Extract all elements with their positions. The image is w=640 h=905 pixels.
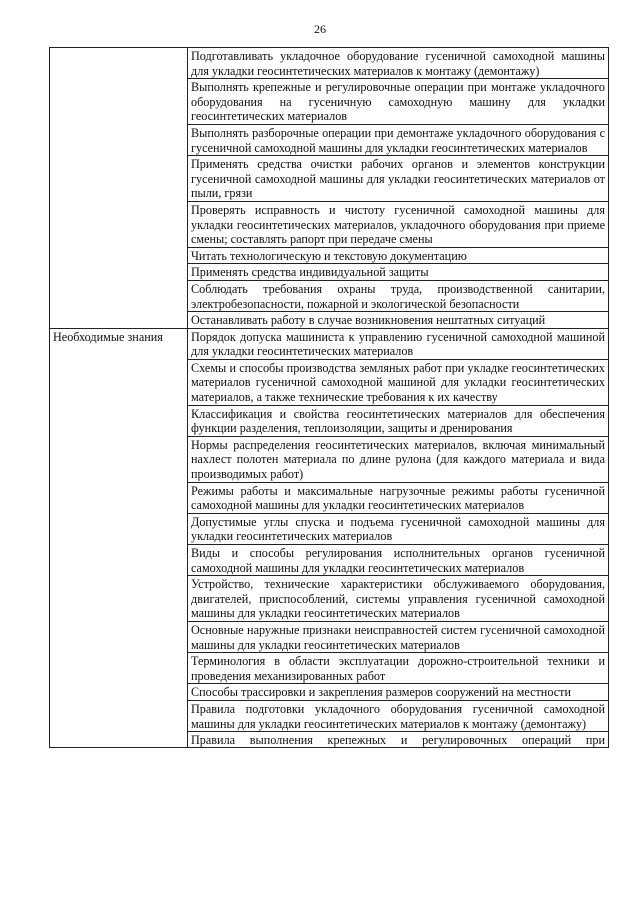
- table-cell-skill: Применять средства индивидуальной защиты: [188, 264, 609, 281]
- skills-label-cell: [50, 48, 188, 329]
- table-cell-knowledge: Правила подготовки укладочного оборудования гусеничной самоходной машины для укладки геосинтетических материалов к монтажу (демонтажу): [188, 700, 609, 731]
- table-cell-knowledge: Классификация и свойства геосинтетических материалов для обеспечения функции разделения, теплоизоляции, защиты и дренирования: [188, 405, 609, 436]
- table-cell-knowledge: Порядок допуска машиниста к управлению гусеничной самоходной машиной для укладки геосинтетических материалов: [188, 328, 609, 359]
- table-cell-skill: Подготавливать укладочное оборудование гусеничной самоходной машины для укладки геосинтетических материалов к монтажу (демонтажу): [188, 48, 609, 79]
- requirements-table: [49, 47, 609, 748]
- table-cell-knowledge: Нормы распределения геосинтетических материалов, включая минимальный нахлест полотен материала по длине рулона (для каждого материала и вида производимых работ): [188, 436, 609, 482]
- table-cell-skill: Читать технологическую и текстовую документацию: [188, 247, 609, 264]
- table-cell-knowledge: Режимы работы и максимальные нагрузочные режимы работы гусеничной самоходной машины для укладки геосинтетических материалов: [188, 482, 609, 513]
- page-number: 26: [314, 22, 326, 36]
- table-cell-skill: Применять средства очистки рабочих органов и элементов конструкции гусеничной самоходной машины для укладки геосинтетических материалов от пыли, грязи: [188, 156, 609, 202]
- table-cell-skill: Останавливать работу в случае возникновения нештатных ситуаций: [188, 312, 609, 329]
- table-cell-knowledge: Основные наружные признаки неисправностей систем гусеничной самоходной машины для укладки геосинтетических материалов: [188, 621, 609, 652]
- table-cell-skill: Соблюдать требования охраны труда, производственной санитарии, электробезопасности, пожарной и экологической безопасности: [188, 280, 609, 311]
- table-cell-knowledge: Терминология в области эксплуатации дорожно-строительной техники и проведения механизированных работ: [188, 653, 609, 684]
- table-cell-knowledge: Допустимые углы спуска и подъема гусеничной самоходной машины для укладки геосинтетических материалов: [188, 513, 609, 544]
- table-row: [50, 328, 609, 359]
- truncated-cell-text: Правила выполнения крепежных и регулировочных операций при: [191, 733, 605, 748]
- table-row: [50, 48, 609, 79]
- table-cell-skill: Проверять исправность и чистоту гусеничной самоходной машины для укладки геосинтетических материалов, укладочного оборудования при приеме смены; составлять рапорт при передаче смены: [188, 201, 609, 247]
- knowledge-label-cell: Необходимые знания: [50, 328, 188, 747]
- table-cell-knowledge: Способы трассировки и закрепления размеров сооружений на местности: [188, 684, 609, 701]
- table-cell-knowledge: Устройство, технические характеристики обслуживаемого оборудования, двигателей, приспособлений, системы управления гусеничной самоходной машины для укладки геосинтетических материалов: [188, 576, 609, 622]
- requirements-table-body: [50, 48, 609, 748]
- table-cell-knowledge: Схемы и способы производства земляных работ при укладке геосинтетических материалов гусеничной самоходной машиной для укладки геосинтетических материалов, а также технические требования к их качеству: [188, 359, 609, 405]
- table-cell-knowledge: Виды и способы регулирования исполнительных органов гусеничной самоходной машины для укладки геосинтетических материалов: [188, 545, 609, 576]
- table-cell-skill: Выполнять крепежные и регулировочные операции при монтаже укладочного оборудования на гусеничную самоходную машину для укладки геосинтетических материалов: [188, 79, 609, 125]
- table-cell-skill: Выполнять разборочные операции при демонтаже укладочного оборудования с гусеничной самоходной машины для укладки геосинтетических материалов: [188, 124, 609, 155]
- table-cell-knowledge: [188, 732, 609, 748]
